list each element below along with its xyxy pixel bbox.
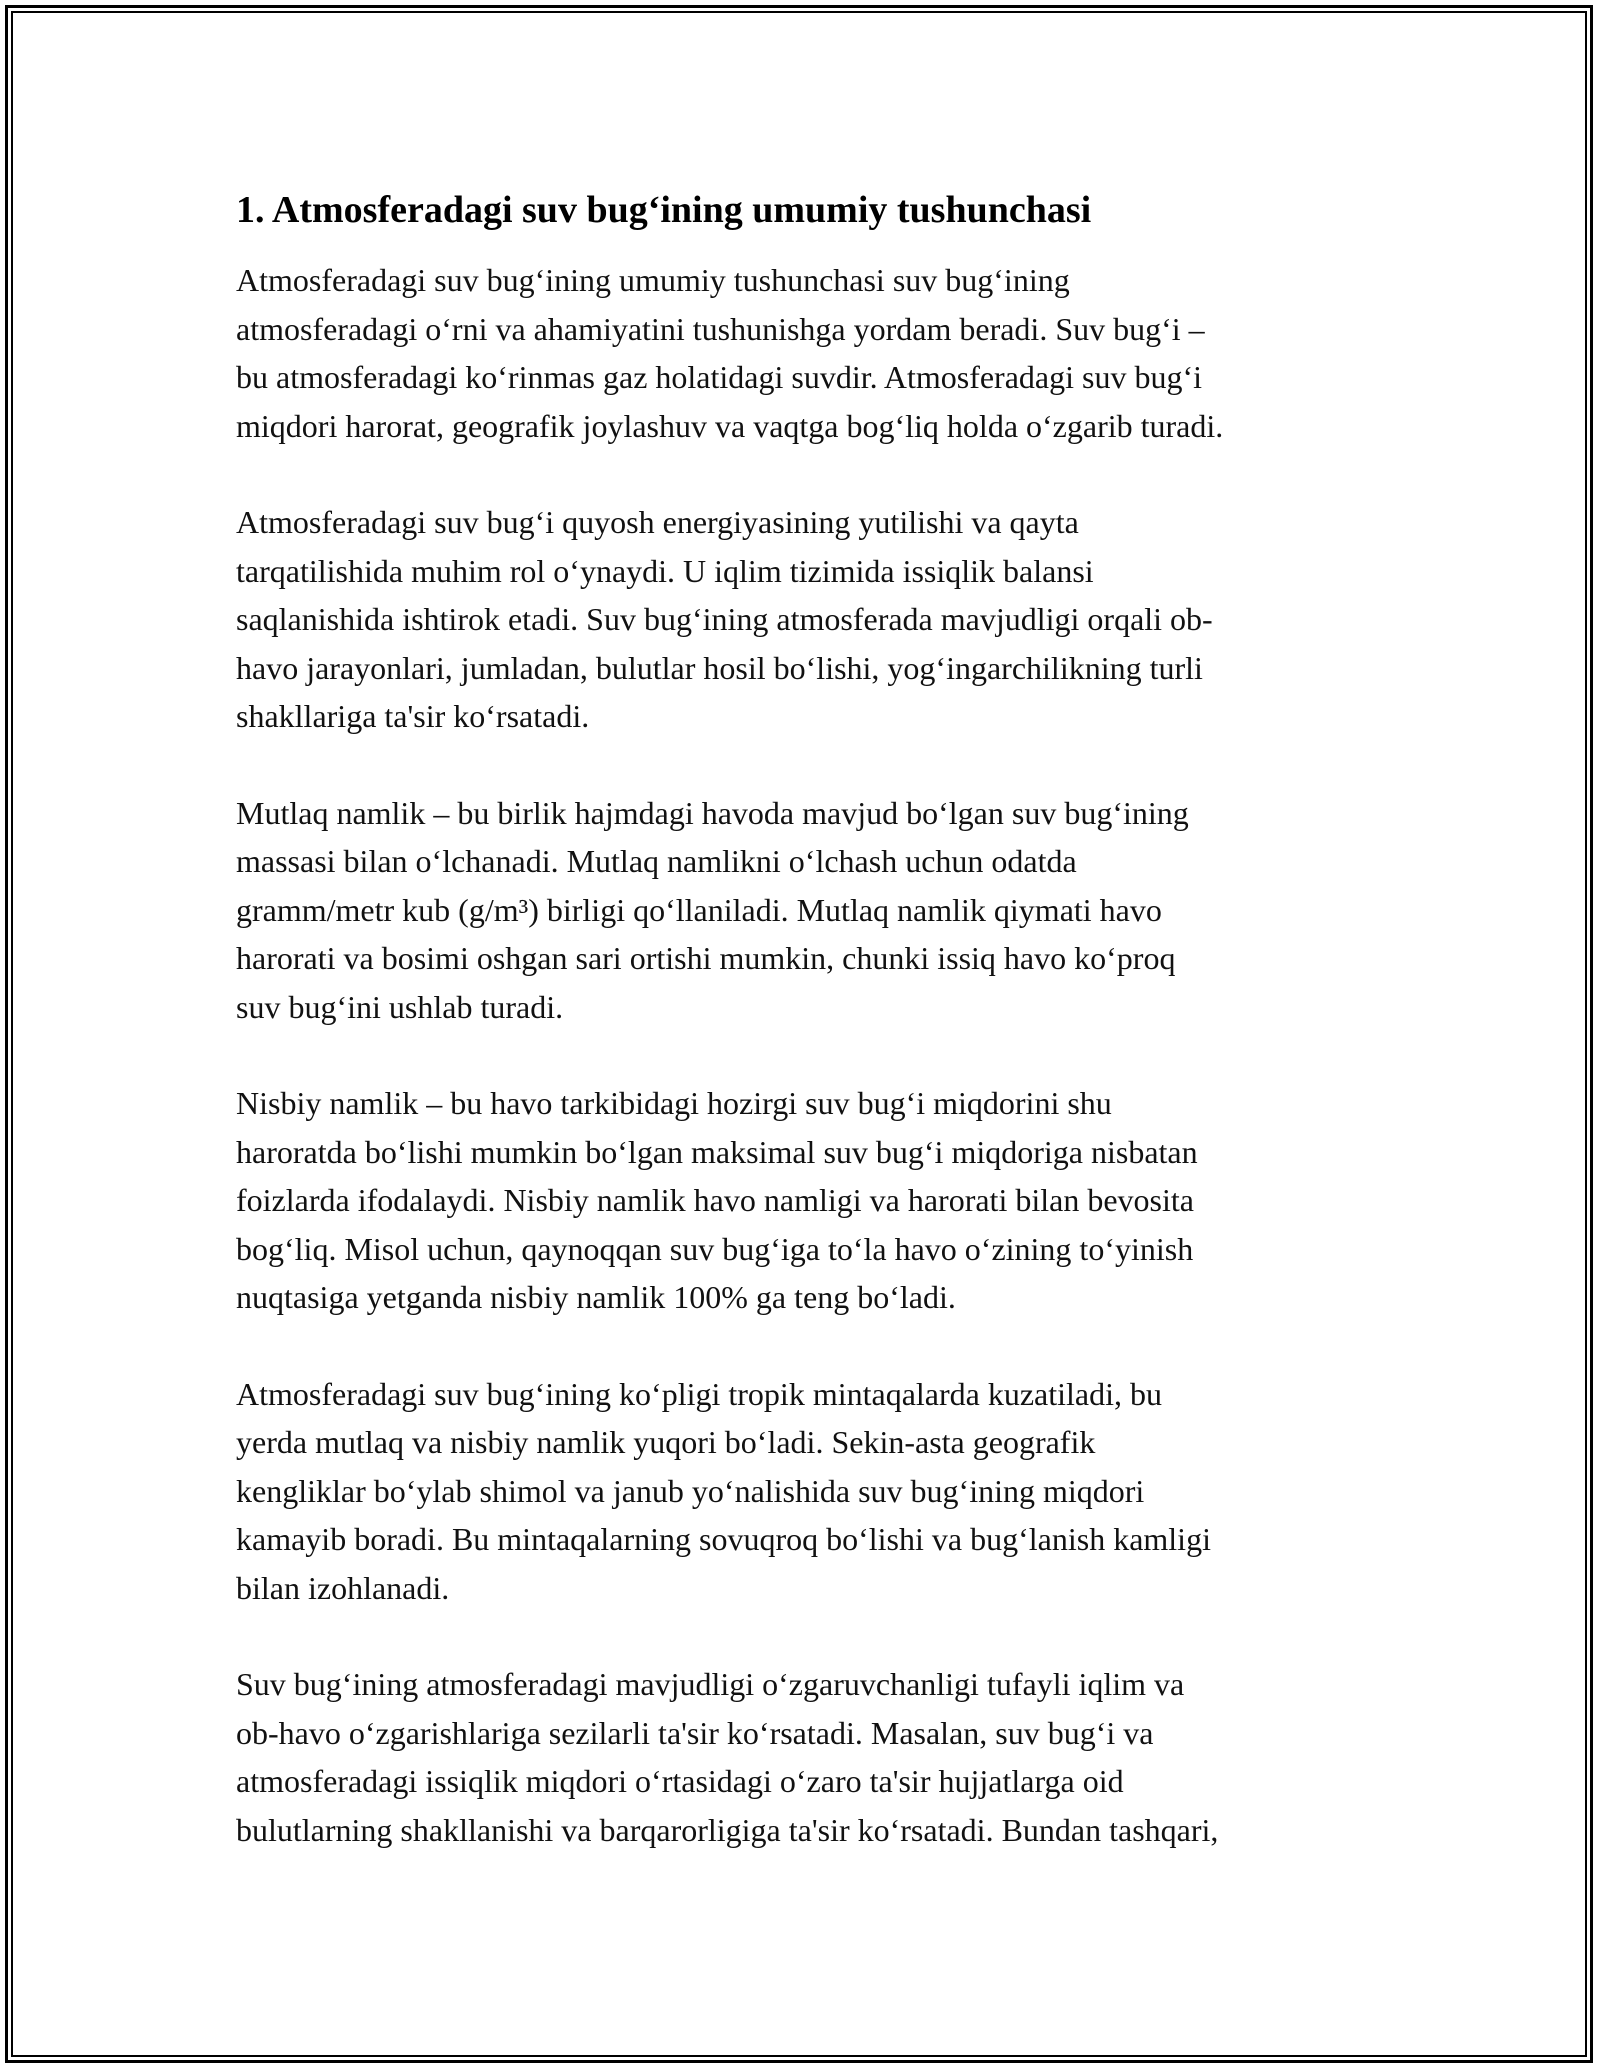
paragraph-line: bulutlarning shakllanishi va barqarorligiga ta'sir ko‘rsatadi. Bundan tashqari,	[236, 1811, 1219, 1848]
paragraph-line: tarqatilishida muhim rol o‘ynaydi. U iqlim tizimida issiqlik balansi	[236, 552, 1094, 589]
paragraph-line: ob-havo o‘zgarishlariga sezilarli ta'sir ko‘rsatadi. Masalan, suv bug‘i va	[236, 1714, 1154, 1751]
paragraph-line: nuqtasiga yetganda nisbiy namlik 100% ga teng bo‘ladi.	[236, 1279, 956, 1315]
paragraph-line: gramm/metr kub (g/m³) birligi qo‘llaniladi. Mutlaq namlik qiymati havo	[236, 891, 1162, 928]
paragraph-line: miqdori harorat, geografik joylashuv va vaqtga bog‘liq holda o‘zgarib turadi.	[236, 407, 1224, 444]
paragraph-line: kamayib boradi. Bu mintaqalarning sovuqroq bo‘lishi va bug‘lanish kamligi	[236, 1521, 1211, 1557]
paragraph-line: bu atmosferadagi ko‘rinmas gaz holatidagi suvdir. Atmosferadagi suv bug‘i	[236, 359, 1202, 395]
paragraph-line: kengliklar bo‘ylab shimol va janub yo‘nalishida suv bug‘ining miqdori	[236, 1472, 1145, 1509]
paragraph-line: shakllariga ta'sir ko‘rsatadi.	[236, 698, 590, 734]
paragraph-line: Mutlaq namlik – bu birlik hajmdagi havoda mavjud bo‘lgan suv bug‘ining	[236, 794, 1189, 831]
paragraph-line: massasi bilan o‘lchanadi. Mutlaq namlikni o‘lchash uchun odatda	[236, 843, 1077, 879]
paragraph-line: atmosferadagi issiqlik miqdori o‘rtasidagi o‘zaro ta'sir hujjatlarga oid	[236, 1763, 1124, 1799]
paragraph-4	[236, 1079, 1366, 1322]
paragraph-line: saqlanishida ishtirok etadi. Suv bug‘ining atmosferada mavjudligi orqali ob-	[236, 601, 1213, 637]
paragraph-line: harorati va bosimi oshgan sari ortishi mumkin, chunki issiq havo ko‘proq	[236, 940, 1176, 976]
paragraph-line: bilan izohlanadi.	[236, 1569, 450, 1606]
paragraph-line: Nisbiy namlik – bu havo tarkibidagi hozirgi suv bug‘i miqdorini shu	[236, 1085, 1112, 1121]
paragraph-line: yerda mutlaq va nisbiy namlik yuqori bo‘ladi. Sekin-asta geografik	[236, 1424, 1096, 1460]
paragraph-line: Suv bug‘ining atmosferadagi mavjudligi o‘zgaruvchanligi tufayli iqlim va	[236, 1666, 1185, 1702]
paragraph-2	[236, 498, 1366, 741]
paragraph-3	[236, 789, 1366, 1032]
paragraph-line: haroratda bo‘lishi mumkin bo‘lgan maksimal suv bug‘i miqdoriga nisbatan	[236, 1133, 1198, 1170]
section-heading: 1. Atmosferadagi suv bug‘ining umumiy tushunchasi	[236, 189, 1092, 231]
paragraph-6	[236, 1660, 1366, 1854]
paragraph-1	[236, 256, 1366, 450]
paragraph-line: Atmosferadagi suv bug‘i quyosh energiyasining yutilishi va qayta	[236, 504, 1079, 540]
paragraph-line: atmosferadagi o‘rni va ahamiyatini tushunishga yordam beradi. Suv bug‘i –	[236, 310, 1205, 347]
document-body	[236, 186, 1366, 1902]
paragraph-line: suv bug‘ini ushlab turadi.	[236, 988, 564, 1025]
paragraph-line: havo jarayonlari, jumladan, bulutlar hosil bo‘lishi, yog‘ingarchilikning turli	[236, 649, 1203, 686]
paragraph-line: foizlarda ifodalaydi. Nisbiy namlik havo namligi va harorati bilan bevosita	[236, 1182, 1194, 1218]
paragraph-line: Atmosferadagi suv bug‘ining umumiy tushunchasi suv bug‘ining	[236, 262, 1070, 298]
paragraph-line: Atmosferadagi suv bug‘ining ko‘pligi tropik mintaqalarda kuzatiladi, bu	[236, 1375, 1163, 1412]
paragraph-5	[236, 1370, 1366, 1613]
paragraph-line: bog‘liq. Misol uchun, qaynoqqan suv bug‘iga to‘la havo o‘zining to‘yinish	[236, 1230, 1194, 1267]
